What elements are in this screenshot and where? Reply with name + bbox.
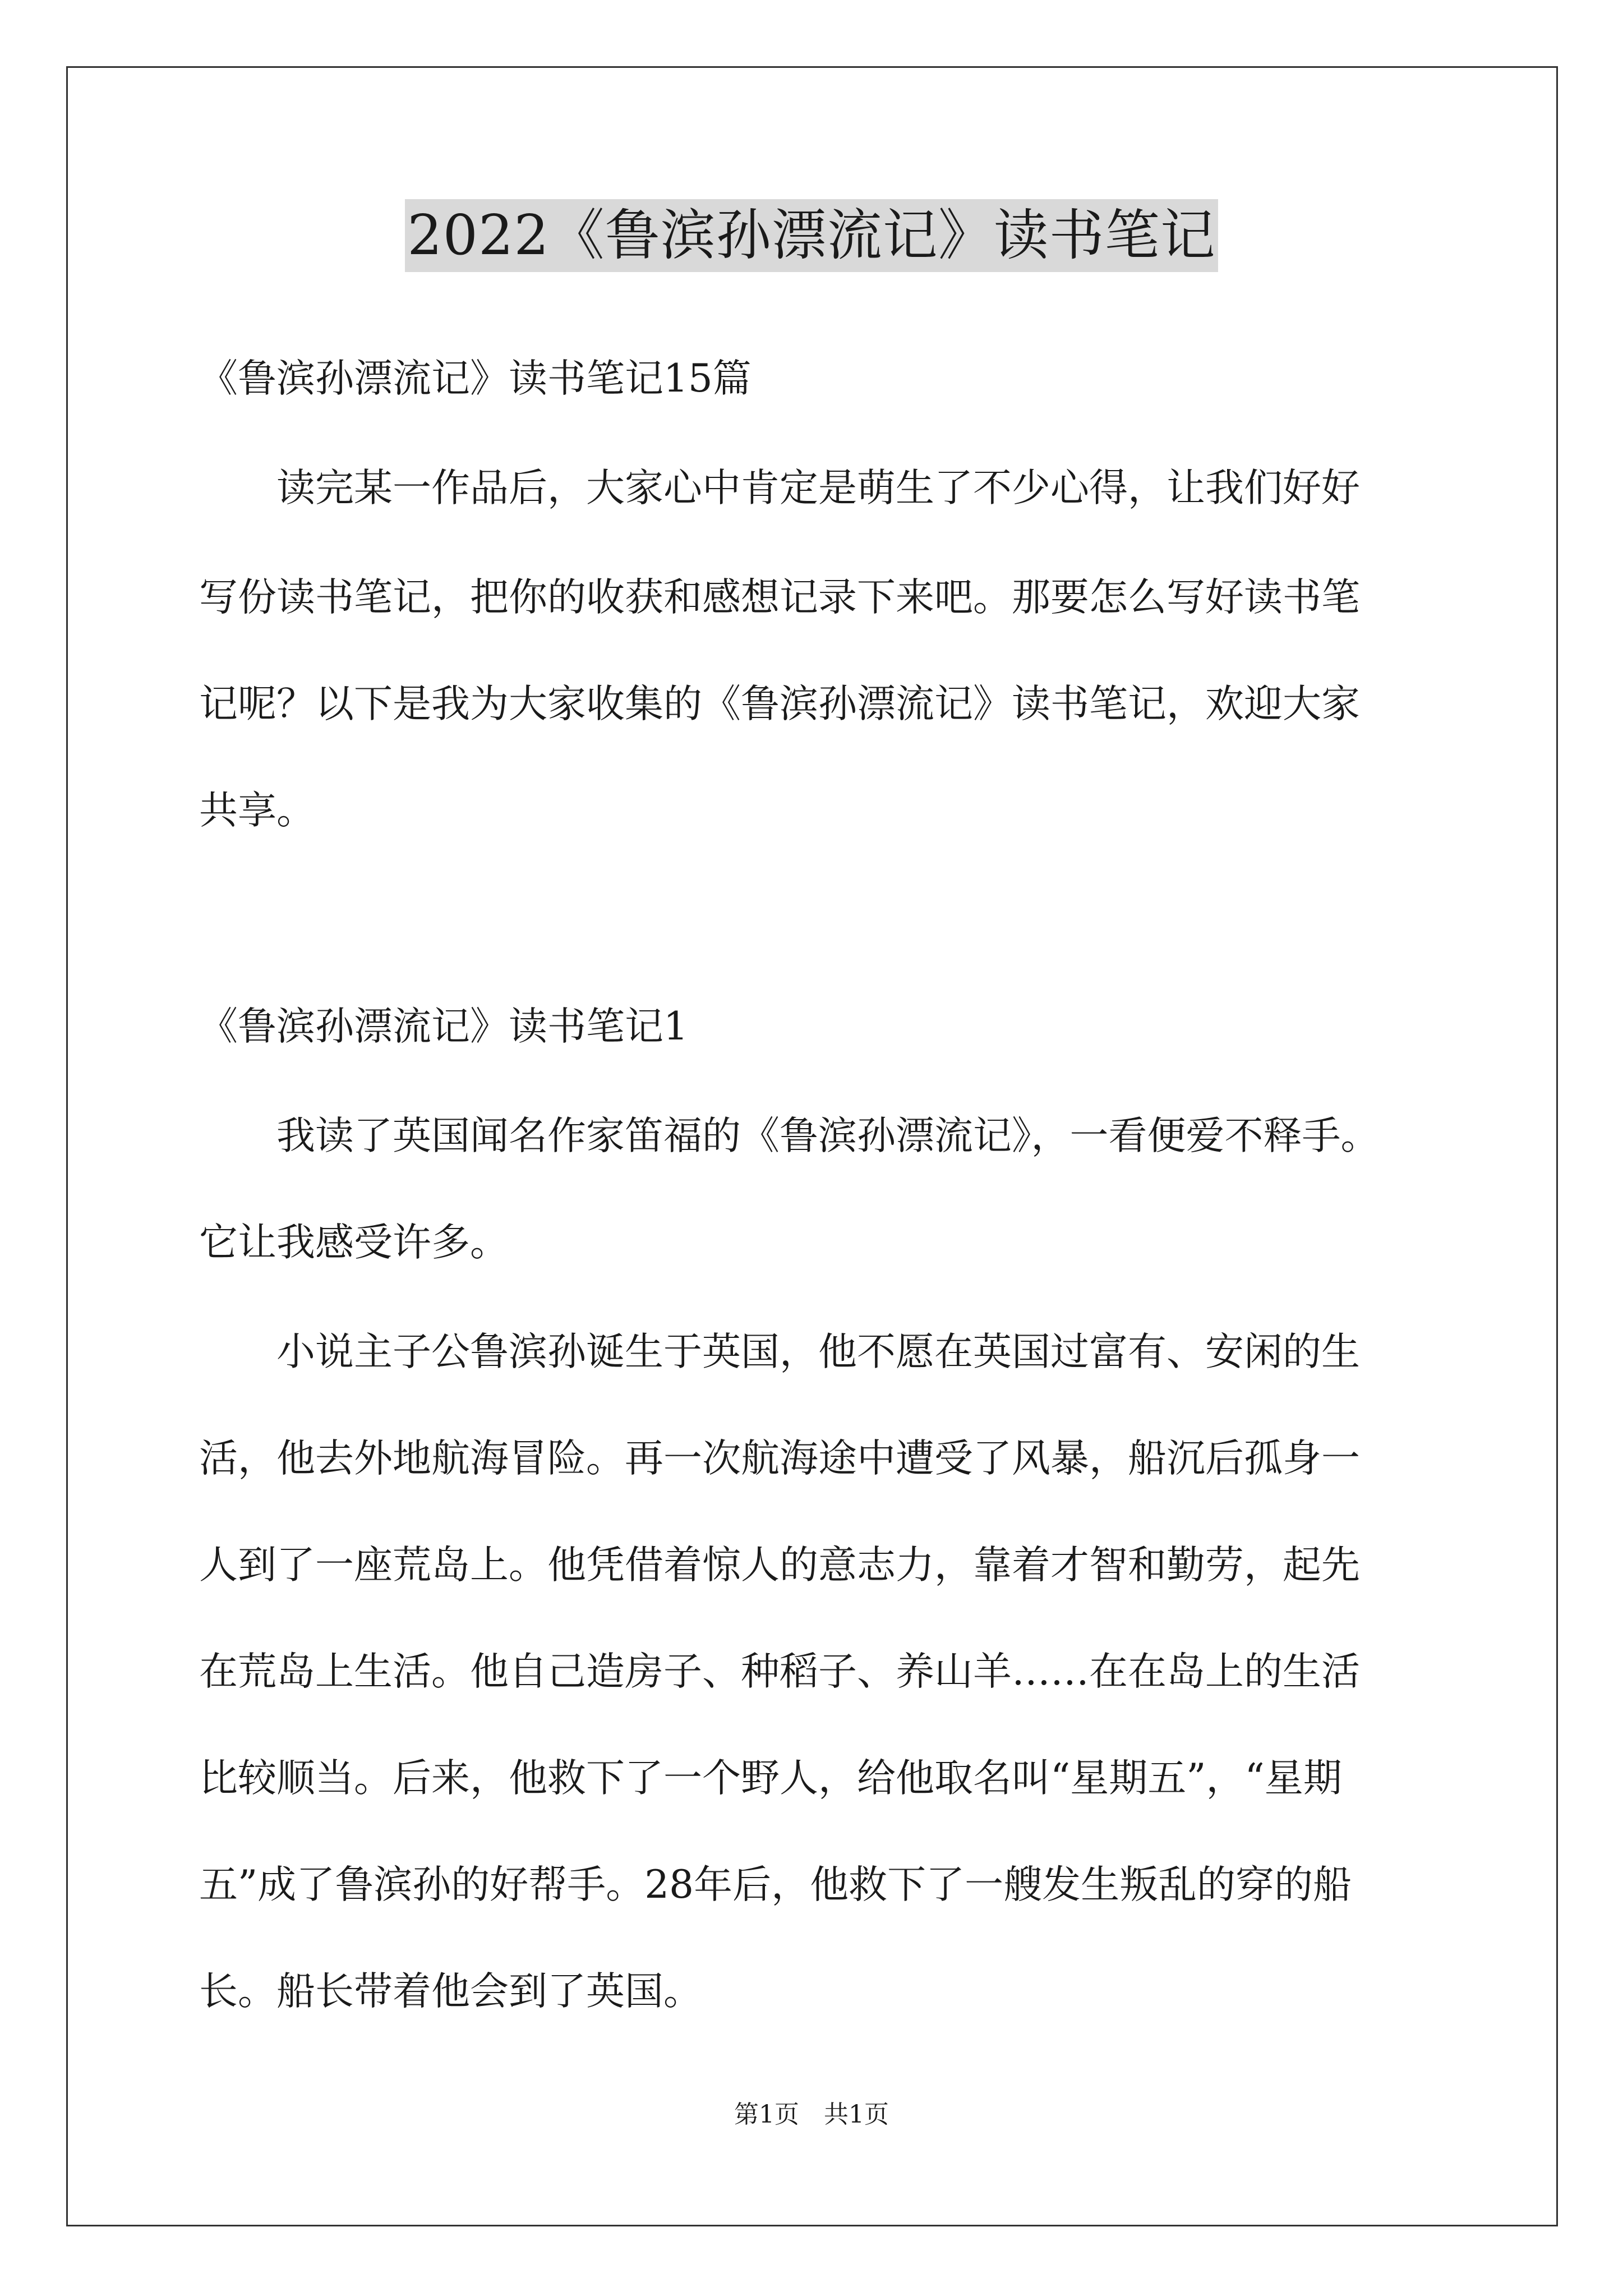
body-line-3: 小说主子公鲁滨孙诞生于英国，他不愿在英国过富有、安闲的生 <box>199 1329 1360 1374</box>
page-footer: 第1页 共1页 <box>734 2100 889 2129</box>
body-line-6: 在荒岛上生活。他自己造房子、种稻子、养山羊……在在岛上的生活 <box>199 1649 1360 1694</box>
subtitle-line: 《鲁滨孙漂流记》读书笔记15篇 <box>199 356 751 401</box>
body-line-5: 人到了一座荒岛上。他凭借着惊人的意志力，靠着才智和勤劳，起先 <box>199 1543 1360 1588</box>
body-line-9: 长。船长带着他会到了英国。 <box>199 1969 702 2014</box>
body-line-7: 比较顺当。后来，他救下了一个野人，给他取名叫“星期五”，“星期 <box>199 1756 1342 1801</box>
body-line-1: 我读了英国闻名作家笛福的《鲁滨孙漂流记》，一看便爱不释手。 <box>199 1114 1380 1158</box>
body-line-2: 它让我感受许多。 <box>199 1220 509 1265</box>
section-heading-1: 《鲁滨孙漂流记》读书笔记1 <box>199 1004 688 1049</box>
document-title: 2022《鲁滨孙漂流记》读书笔记 <box>405 199 1218 272</box>
body-line-4: 活，他去外地航海冒险。再一次航海途中遭受了风暴，船沉后孤身一 <box>199 1436 1360 1481</box>
intro-line-2: 写份读书笔记，把你的收获和感想记录下来吧。那要怎么写好读书笔 <box>199 575 1360 620</box>
intro-line-4: 共享。 <box>199 788 315 833</box>
intro-line-3: 记呢？以下是我为大家收集的《鲁滨孙漂流记》读书笔记，欢迎大家 <box>199 682 1360 726</box>
intro-line-1: 读完某一作品后，大家心中肯定是萌生了不少心得，让我们好好 <box>199 466 1360 510</box>
body-line-8: 五”成了鲁滨孙的好帮手。28年后，他救下了一艘发生叛乱的穿的船 <box>199 1862 1352 1907</box>
title-container <box>0 199 1623 272</box>
